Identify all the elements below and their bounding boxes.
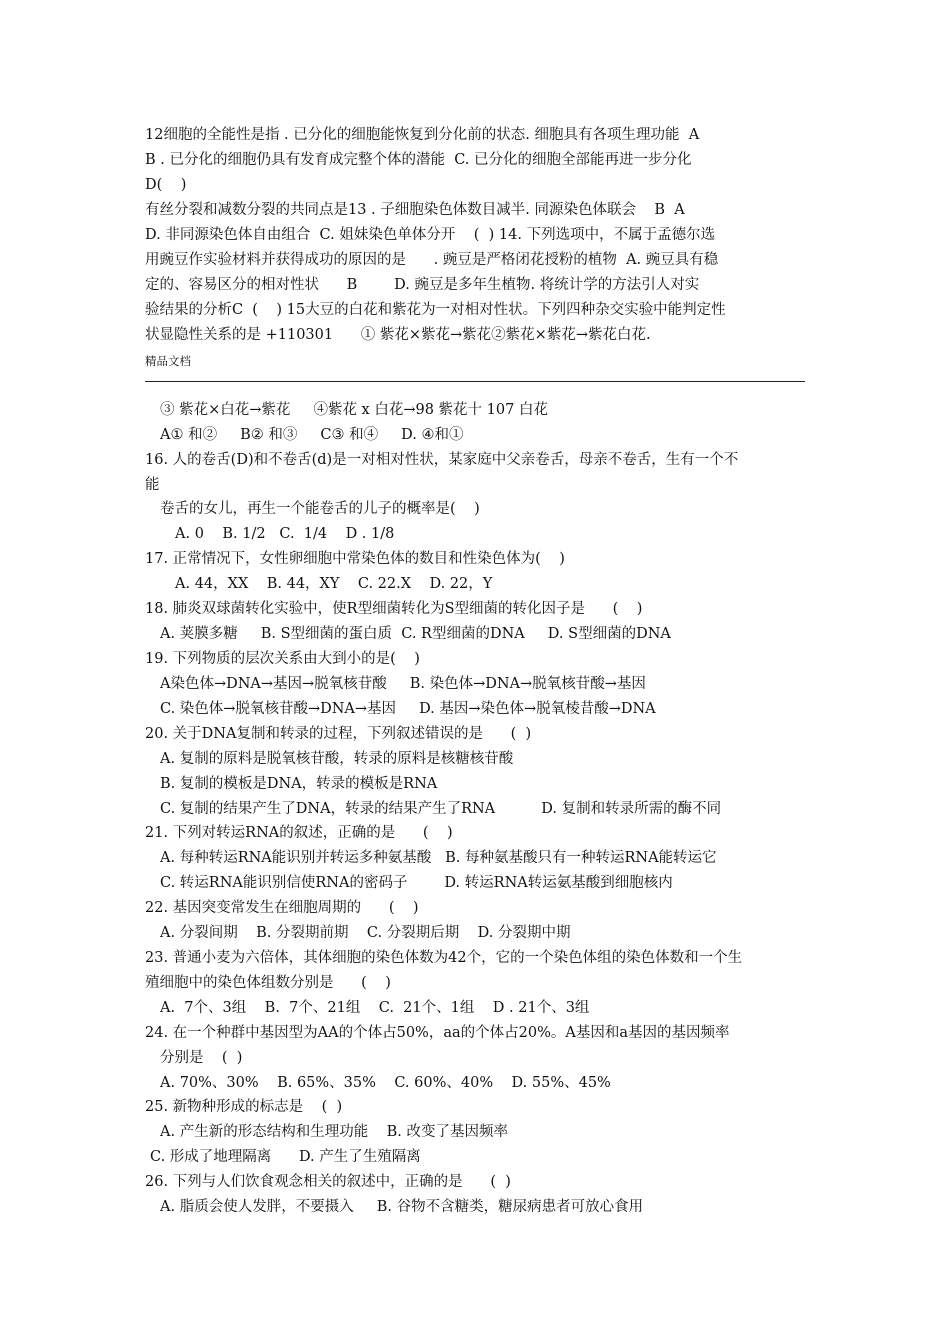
text-line: A. 70%、30% B. 65%、35% C. 60%、40% D. 55%、45% [160,1075,611,1091]
text-line: 17. 正常情况下，女性卵细胞中常染色体的数目和性染色体为( ) [145,551,565,567]
text-line: 殖细胞中的染色体组数分别是 ( ) [145,975,391,991]
text-line: 24. 在一个种群中基因型为AA的个体占50%，aa的个体占20%。A基因和a基因的基因频率 [145,1025,730,1041]
text-line: A. 脂质会使人发胖，不要摄入 B. 谷物不含糖类，糖尿病患者可放心食用 [160,1199,644,1215]
text-line: 23. 普通小麦为六倍体，其体细胞的染色体数为42个，它的一个染色体组的染色体数和一个生 [145,950,743,966]
text-line: A. 0 B. 1/2 C. 1/4 D . 1/8 [175,526,395,542]
text-line: 能 [145,477,160,493]
text-line: 20. 关于DNA复制和转录的过程，下列叙述错误的是 ( ) [145,726,532,742]
text-line: A. 荚膜多糖 B. S型细菌的蛋白质 C. R型细菌的DNA D. S型细菌的DNA [160,626,671,642]
text-line: B. 复制的模板是DNA，转录的模板是RNA [160,776,438,792]
text-line: A. 每种转运RNA能识别并转运多种氨基酸 B. 每种氨基酸只有一种转运RNA能转运它 [160,850,717,866]
text-line: 26. 下列与人们饮食观念相关的叙述中，正确的是 ( ) [145,1174,511,1190]
text-line: 22. 基因突变常发生在细胞周期的 ( ) [145,900,419,916]
page-divider [145,381,805,382]
text-line: A. 44，XX B. 44，XY C. 22.X D. 22，Y [175,576,493,592]
text-line: 21. 下列对转运RNA的叙述，正确的是 ( ) [145,825,453,841]
text-line: D( ) [145,177,187,193]
text-line: 分别是 ( ) [160,1050,243,1066]
text-line: A. 分裂间期 B. 分裂期前期 C. 分裂期后期 D. 分裂期中期 [160,925,571,941]
text-line: 卷舌的女儿，再生一个能卷舌的儿子的概率是( ) [160,501,480,517]
text-line: C. 转运RNA能识别信使RNA的密码子 D. 转运RNA转运氨基酸到细胞核内 [160,875,673,891]
text-line: ③ 紫花×白花→紫花 ④紫花 x 白花→98 紫花十 107 白花 [160,402,548,418]
text-line: 有丝分裂和减数分裂的共同点是13 . 子细胞染色体数目减半. 同源染色体联会 B A [145,202,685,218]
text-line: C. 复制的结果产生了DNA，转录的结果产生了RNA D. 复制和转录所需的酶不同 [160,801,722,817]
text-line: 18. 肺炎双球菌转化实验中，使R型细菌转化为S型细菌的转化因子是 ( ) [145,601,643,617]
text-line: C. 形成了地理隔离 D. 产生了生殖隔离 [150,1149,421,1165]
text-line: D. 非同源染色体自由组合 C. 姐妹染色单体分开 ( ) 14. 下列选项中，不属于孟德尔选 [145,227,716,243]
text-line: 状显隐性关系的是 +110301 ① 紫花×紫花→紫花②紫花×紫花→紫花白花. [145,327,651,343]
text-line: 25. 新物种形成的标志是 ( ) [145,1099,343,1115]
text-line: 验结果的分析C ( ) 15大豆的白花和紫花为一对相对性状。下列四种杂交实验中能判定性 [145,302,726,318]
text-line: A① 和② B② 和③ C③ 和④ D. ④和① [160,427,464,443]
text-line: A. 产生新的形态结构和生理功能 B. 改变了基因频率 [160,1124,508,1140]
text-line: 19. 下列物质的层次关系由大到小的是( ) [145,651,420,667]
text-line: B . 已分化的细胞仍具有发育成完整个体的潜能 C. 已分化的细胞全部能再进一步分化 [145,152,692,168]
text-line: 16. 人的卷舌(D)和不卷舌(d)是一对相对性状，某家庭中父亲卷舌，母亲不卷舌，生有一个不 [145,452,739,468]
text-line: 用豌豆作实验材料并获得成功的原因的是 . 豌豆是严格闭花授粉的植物 A. 豌豆具有稳 [145,252,719,268]
text-line: 定的、容易区分的相对性状 B D. 豌豆是多年生植物. 将统计学的方法引人对实 [145,277,700,293]
text-line: C. 染色体→脱氧核苷酸→DNA→基因 D. 基因→染色体→脱氧棱昔酸→DNA [160,701,656,717]
text-line: A染色体→DNA→基因→脱氧核苷酸 B. 染色体→DNA→脱氧核苷酸→基因 [160,676,646,692]
text-line: A. 复制的原料是脱氧核苷酸，转录的原料是核糖核苷酸 [160,751,514,767]
text-line: A. 7个、3组 B. 7个、21组 C. 21个、1组 D . 21个、3组 [160,1000,590,1016]
footer-label: 精品文档 [145,354,191,368]
text-line: 12细胞的全能性是指 . 已分化的细胞能恢复到分化前的状态. 细胞具有各项生理功能 A [145,127,700,143]
